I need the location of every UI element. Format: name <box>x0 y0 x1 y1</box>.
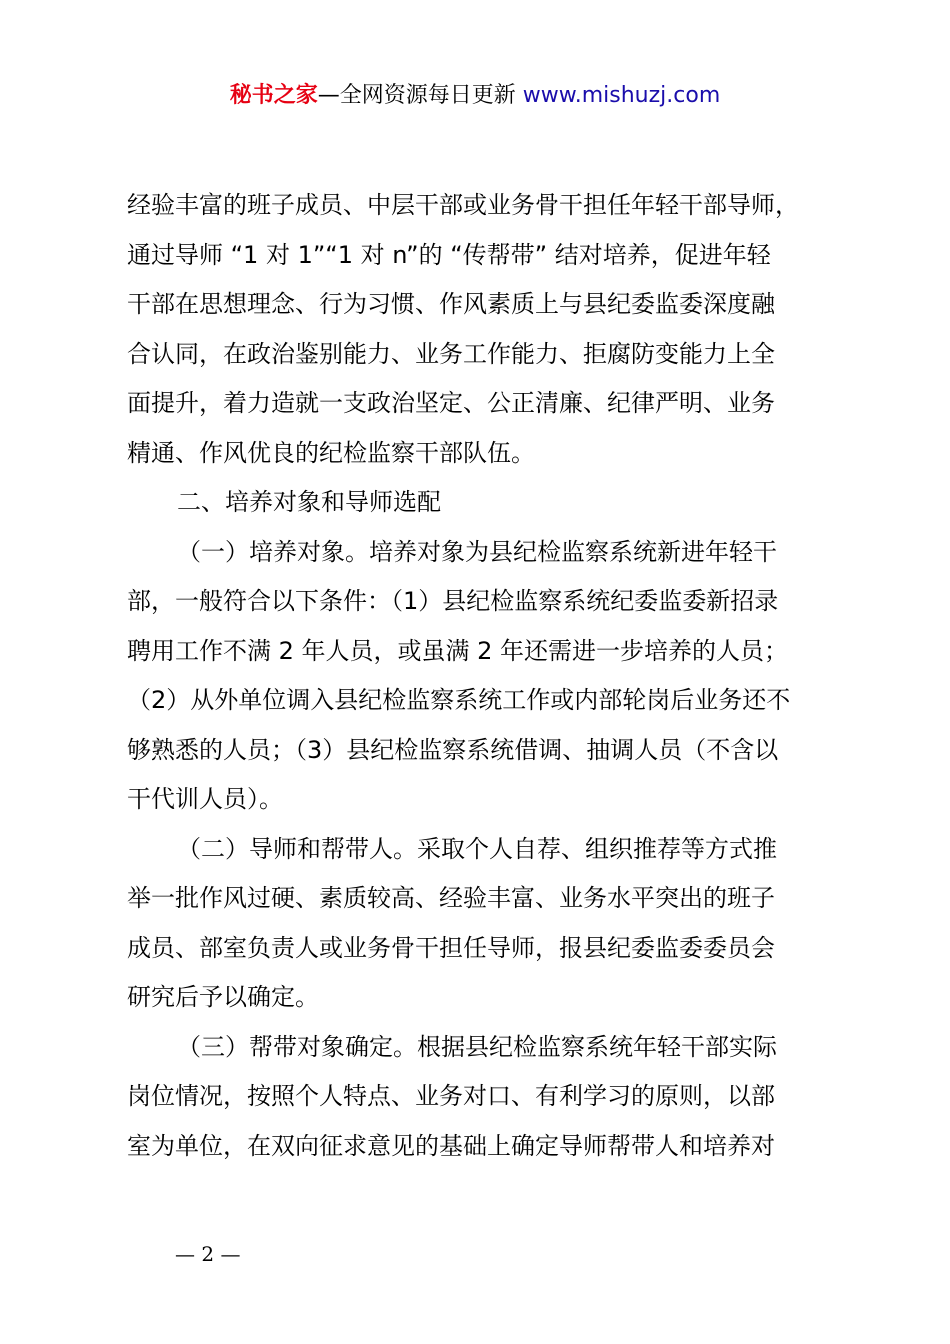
text-line: 精通、作风优良的纪检监察干部队伍。 <box>127 438 535 467</box>
text-line: 合认同，在政治鉴别能力、业务工作能力、拒腐防变能力上全 <box>127 339 775 368</box>
site-tagline: —全网资源每日更新 <box>317 83 523 108</box>
text-line: 干部在思想理念、行为习惯、作风素质上与县纪委监委深度融 <box>127 290 775 318</box>
text-line: 干代训人员）。 <box>127 785 283 813</box>
text-line: （二）导师和帮带人。采取个人自荐、组织推荐等方式推 <box>177 834 777 863</box>
text-line: 岗位情况，按照个人特点、业务对口、有利学习的原则，以部 <box>127 1082 775 1110</box>
text-line: 够熟悉的人员；（3）县纪检监察系统借调、抽调人员（不含以 <box>127 735 779 764</box>
text-line: （2）从外单位调入县纪检监察系统工作或内部轮岗后业务还不 <box>127 686 791 714</box>
site-brand: 秘书之家 <box>229 83 318 108</box>
text-line: 部，一般符合以下条件：（1）县纪检监察系统纪委监委新招录 <box>127 587 779 615</box>
page-number: — 2 — <box>175 1242 241 1266</box>
text-line: 研究后予以确定。 <box>127 983 319 1011</box>
text-line: 聘用工作不满 2 年人员，或虽满 2 年还需进一步培养的人员； <box>127 636 789 665</box>
document-body <box>127 181 827 1171</box>
text-line: 面提升，着力造就一支政治坚定、公正清廉、纪律严明、业务 <box>127 389 775 417</box>
text-line: （三）帮带对象确定。根据县纪检监察系统年轻干部实际 <box>177 1032 777 1061</box>
text-line: 成员、部室负责人或业务骨干担任导师，报县纪委监委委员会 <box>127 933 775 962</box>
site-header <box>0 80 950 112</box>
text-line: 通过导师 “1 对 1”“1 对 n”的 “传帮带” 结对培养，促进年轻 <box>127 240 771 269</box>
site-url-link[interactable]: www.mishuzj.com <box>522 83 721 108</box>
text-line: （一）培养对象。培养对象为县纪检监察系统新进年轻干 <box>177 537 777 566</box>
text-line: 举一批作风过硬、素质较高、经验丰富、业务水平突出的班子 <box>127 884 775 912</box>
text-line: 室为单位，在双向征求意见的基础上确定导师帮带人和培养对 <box>127 1131 775 1160</box>
text-line: 经验丰富的班子成员、中层干部或业务骨干担任年轻干部导师， <box>127 191 799 219</box>
section-heading: 二、培养对象和导师选配 <box>177 488 441 516</box>
